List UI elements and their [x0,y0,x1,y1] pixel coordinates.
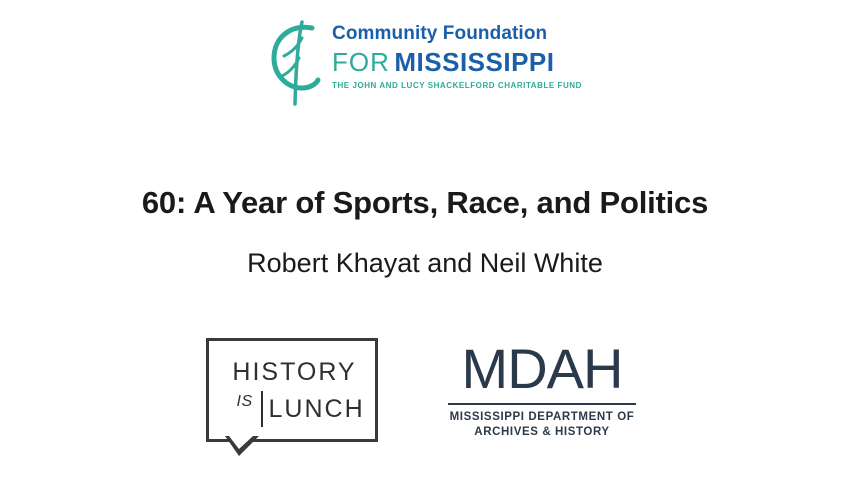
mdah-logo [440,337,645,439]
hil-word-is: IS [236,393,253,410]
page-title: 60: A Year of Sports, Race, and Politics [141,185,709,220]
hil-divider [261,391,263,427]
community-foundation-for-mississippi-logo [0,18,850,106]
sponsor-for-word: FOR [332,47,390,77]
mdah-rule [448,403,636,405]
sponsor-tagline: THE JOHN AND LUCY SHACKELFORD CHARITABLE FUND [332,81,582,90]
leaf-mark-icon [268,18,326,106]
sponsor-line-1: Community Foundation [332,23,548,44]
history-is-lunch-logo [206,338,378,442]
hil-word-lunch: LUNCH [268,395,365,423]
speech-bubble-tail-inner-icon [229,436,253,449]
hil-word-history: HISTORY [232,358,357,386]
mdah-subtitle-line-1: MISSISSIPPI DEPARTMENT OF [449,411,635,424]
page-subtitle: Robert Khayat and Neil White [247,248,603,278]
sponsor-state-word: MISSISSIPPI [394,47,555,77]
bottom-logo-row [0,338,850,442]
mdah-wordmark: MDAH [461,337,623,401]
mdah-subtitle-line-2: ARCHIVES & HISTORY [474,425,610,438]
